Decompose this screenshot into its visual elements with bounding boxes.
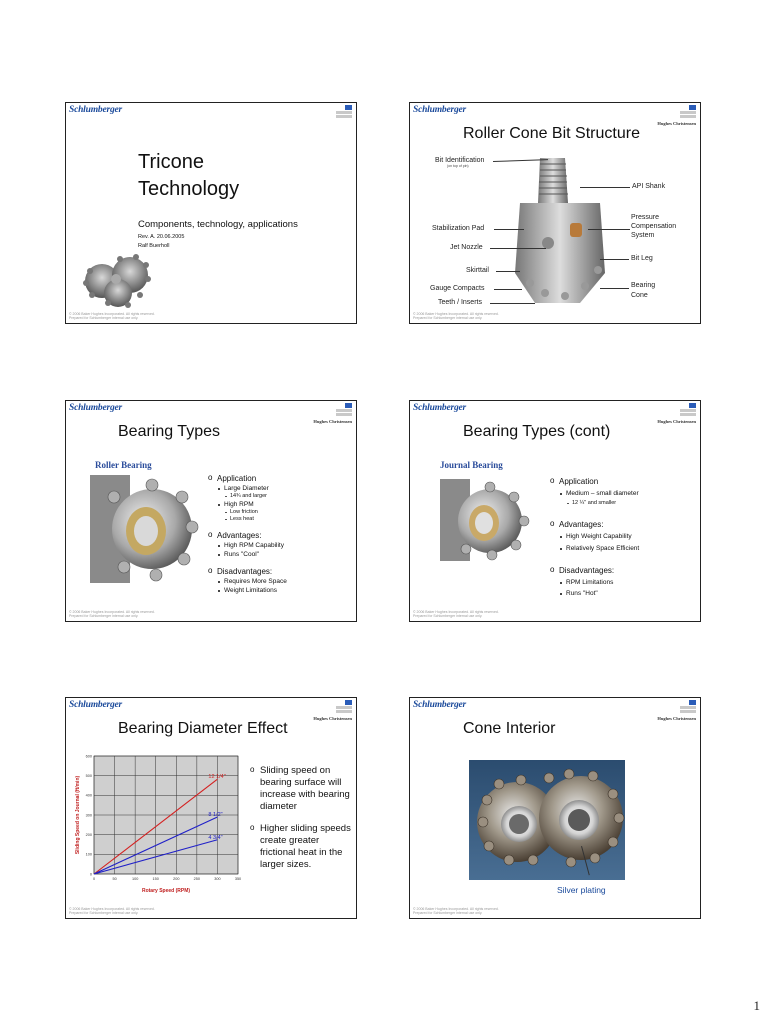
x-tick-label: 300 <box>214 877 221 881</box>
slide-title: Cone Interior <box>463 720 556 737</box>
x-tick-label: 250 <box>193 877 201 881</box>
slide-title: Bearing Types <box>118 423 220 440</box>
schlumberger-logo: Schlumberger <box>413 105 467 115</box>
slide-bearing-types <box>65 400 357 622</box>
label-api-shank: API Shank <box>632 183 666 190</box>
y-axis-label: Sliding Speed on Journal (ft/min) <box>75 775 81 855</box>
bullet-less-heat: Less heat <box>208 516 287 522</box>
leader-line <box>494 229 524 230</box>
leader-line <box>494 289 522 290</box>
x-tick-label: 350 <box>234 877 242 881</box>
slide-title: Bearing Diameter Effect <box>118 720 288 737</box>
tricone-bit-image <box>78 251 158 309</box>
slide-title: Bearing Types (cont) <box>463 423 611 440</box>
series-label: 8 1/2" <box>208 811 223 818</box>
roller-bearing-image <box>90 475 200 583</box>
hughes-christensen-label: Hughes Christensen <box>313 419 352 424</box>
label-stabilization-pad: Stabilization Pad <box>432 225 485 232</box>
schlumberger-logo: Schlumberger <box>69 403 123 413</box>
copyright-footer: © 2006 Baker Hughes Incorporated. All rights reserved. Prepared for Schlumberger internal use only. <box>69 312 155 320</box>
x-tick-label: 200 <box>173 877 180 881</box>
slide-bearing-diameter-effect <box>65 697 357 919</box>
baker-hughes-logo <box>336 700 352 714</box>
leader-line <box>580 187 630 188</box>
slide-subtitle: Components, technology, applications <box>138 219 298 230</box>
bullet-12-and-smaller: 12 ¼" and smaller <box>550 500 639 506</box>
bullet-disadvantages: o Disadvantages: <box>208 567 287 576</box>
slide-title: Roller Cone Bit Structure <box>463 125 640 142</box>
copyright-footer: © 2006 Baker Hughes Incorporated. All rights reserved. Prepared for Schlumberger internal use only. <box>69 907 155 915</box>
hughes-christensen-label: Hughes Christensen <box>657 419 696 424</box>
leader-line <box>496 271 520 272</box>
label-pressure-compensation: Pressure Compensation System <box>631 214 677 239</box>
silver-plating-caption: Silver plating <box>557 885 606 895</box>
leader-line <box>600 259 629 260</box>
copyright-footer: © 2006 Baker Hughes Incorporated. All rights reserved. Prepared for Schlumberger internal use only. <box>413 610 499 618</box>
page-number: 1 <box>753 998 760 1013</box>
bullet-requires-more-space: Requires More Space <box>208 578 287 585</box>
slide-roller-cone-bit-structure <box>409 102 701 324</box>
bullet-high-rpm-capability: High RPM Capability <box>208 542 287 549</box>
y-tick-label: 500 <box>85 773 92 778</box>
y-tick-label: 200 <box>85 832 92 837</box>
bullet-application: o Application <box>550 477 639 486</box>
y-tick-label: 0 <box>89 872 92 877</box>
slide-cone-interior <box>409 697 701 919</box>
bullet-advantages: o Advantages: <box>208 531 287 540</box>
hughes-christensen-label: Hughes Christensen <box>313 716 352 721</box>
bullet-high-rpm: High RPM <box>208 501 287 508</box>
baker-hughes-logo <box>336 403 352 417</box>
schlumberger-logo: Schlumberger <box>69 105 123 115</box>
series-label: 12 1/4" <box>208 774 226 781</box>
leader-line <box>490 248 546 249</box>
roller-bearing-label: Roller Bearing <box>95 460 152 470</box>
bullet-advantages: o Advantages: <box>550 520 639 529</box>
bullet-higher-sliding-speeds: o Higher sliding speeds create greater frictional heat in the larger sizes. <box>250 823 354 871</box>
bullet-list <box>550 472 639 597</box>
bullet-runs-cool: Runs "Cool" <box>208 551 287 558</box>
bullet-high-weight-capability: High Weight Capability <box>550 533 639 540</box>
schlumberger-logo: Schlumberger <box>69 700 123 710</box>
leader-line <box>588 229 630 230</box>
x-tick-label: 0 <box>92 877 96 881</box>
label-skirttail: Skirttail <box>466 267 489 274</box>
slide-tricone-technology <box>65 102 357 324</box>
bullet-low-friction: Low friction <box>208 509 287 515</box>
cone-interior-photo <box>469 760 625 880</box>
bullet-runs-hot: Runs "Hot" <box>550 590 639 597</box>
bullet-medium-small-diameter: Medium – small diameter <box>550 490 639 497</box>
x-axis-label: Rotary Speed (RPM) <box>141 888 191 894</box>
copyright-footer: © 2006 Baker Hughes Incorporated. All rights reserved. Prepared for Schlumberger internal use only. <box>69 610 155 618</box>
bullet-application: o Application <box>208 474 287 483</box>
series-label: 4 3/4" <box>208 834 223 841</box>
copyright-footer: © 2006 Baker Hughes Incorporated. All rights reserved. Prepared for Schlumberger internal use only. <box>413 312 499 320</box>
x-tick-label: 100 <box>131 877 139 881</box>
bullet-list <box>250 760 354 871</box>
bullet-list <box>208 469 287 594</box>
hughes-christensen-label: Hughes Christensen <box>657 716 696 721</box>
leader-line <box>600 288 629 289</box>
slide-bearing-types-cont <box>409 400 701 622</box>
slide-title-line1: Tricone <box>138 151 204 173</box>
leader-line <box>490 303 535 304</box>
bearing-diameter-chart <box>70 750 246 898</box>
label-bit-identification: Bit Identification (on top of pin) <box>435 157 485 168</box>
bullet-space-efficient: Relatively Space Efficient <box>550 545 639 552</box>
bit-structure-image <box>510 158 620 308</box>
x-tick-label: 150 <box>152 877 159 881</box>
baker-hughes-logo <box>680 403 696 417</box>
copyright-footer: © 2006 Baker Hughes Incorporated. All rights reserved. Prepared for Schlumberger internal use only. <box>413 907 499 915</box>
baker-hughes-logo <box>336 105 352 119</box>
label-jet-nozzle: Jet Nozzle <box>450 244 483 251</box>
baker-hughes-logo <box>680 105 696 119</box>
baker-hughes-logo <box>680 700 696 714</box>
y-tick-label: 600 <box>85 754 92 759</box>
bullet-weight-limitations: Weight Limitations <box>208 587 287 594</box>
label-gauge-compacts: Gauge Compacts <box>430 285 485 292</box>
label-teeth-inserts: Teeth / Inserts <box>438 299 482 306</box>
hughes-christensen-label: Hughes Christensen <box>657 121 696 126</box>
x-tick-label: 50 <box>112 877 117 881</box>
bullet-disadvantages: o Disadvantages: <box>550 566 639 575</box>
bullet-large-diameter: Large Diameter <box>208 485 287 492</box>
y-tick-label: 100 <box>85 852 92 857</box>
label-bearing-cone: Bearing Cone <box>631 282 656 299</box>
schlumberger-logo: Schlumberger <box>413 700 467 710</box>
journal-bearing-image <box>440 479 532 561</box>
label-bit-leg: Bit Leg <box>631 255 653 262</box>
revision-text: Rev. A. 20.06.2005 <box>138 234 185 240</box>
y-tick-label: 300 <box>85 813 92 818</box>
author-text: Ralf Buerholl <box>138 243 170 249</box>
bullet-sliding-speed: o Sliding speed on bearing surface will increase with bearing diameter <box>250 765 354 813</box>
journal-bearing-label: Journal Bearing <box>440 460 503 470</box>
bullet-14-and-larger: 14¾ and larger <box>208 493 287 499</box>
y-tick-label: 400 <box>85 793 92 798</box>
slide-title-line2: Technology <box>138 178 240 200</box>
schlumberger-logo: Schlumberger <box>413 403 467 413</box>
bullet-rpm-limitations: RPM Limitations <box>550 579 639 586</box>
